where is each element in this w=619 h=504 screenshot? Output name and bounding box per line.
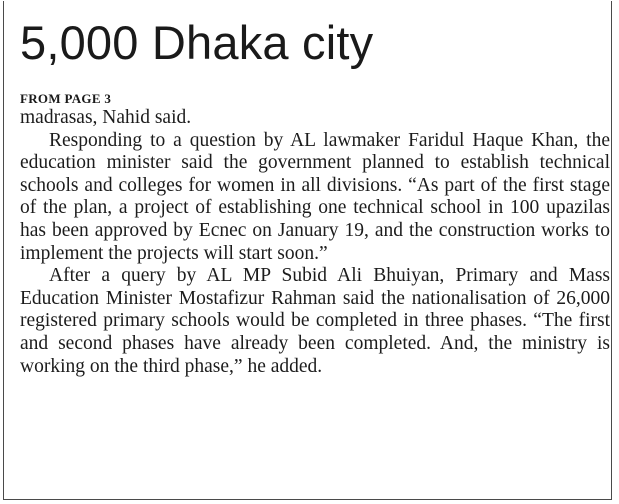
paragraph: madrasas, Nahid said.: [20, 107, 192, 128]
headline: 5,000 Dhaka city: [20, 16, 374, 69]
article-body: [20, 107, 610, 378]
paragraph: After a query by AL MP Subid Ali Bhuiyan, Primary and Mass Education Minister Mostafizur Rahman said the nationalisation of 26,000 registered primary schools would be completed in three phases. “The first and second phases have already been completed. And, the ministry is working on the third phase,” he added.: [20, 265, 610, 377]
paragraph: Responding to a question by AL lawmaker Faridul Haque Khan, the education minister said the government planned to establish technical schools and colleges for women in all divisions. “As part of the first stage of the plan, a project of establishing one technical school in 100 upazilas has been approved by Ecnec on January 19, and the construction works to implement the projects will start soon.”: [20, 129, 610, 264]
jump-label: FROM PAGE 3: [20, 91, 112, 106]
newspaper-clipping: [3, 1, 612, 500]
